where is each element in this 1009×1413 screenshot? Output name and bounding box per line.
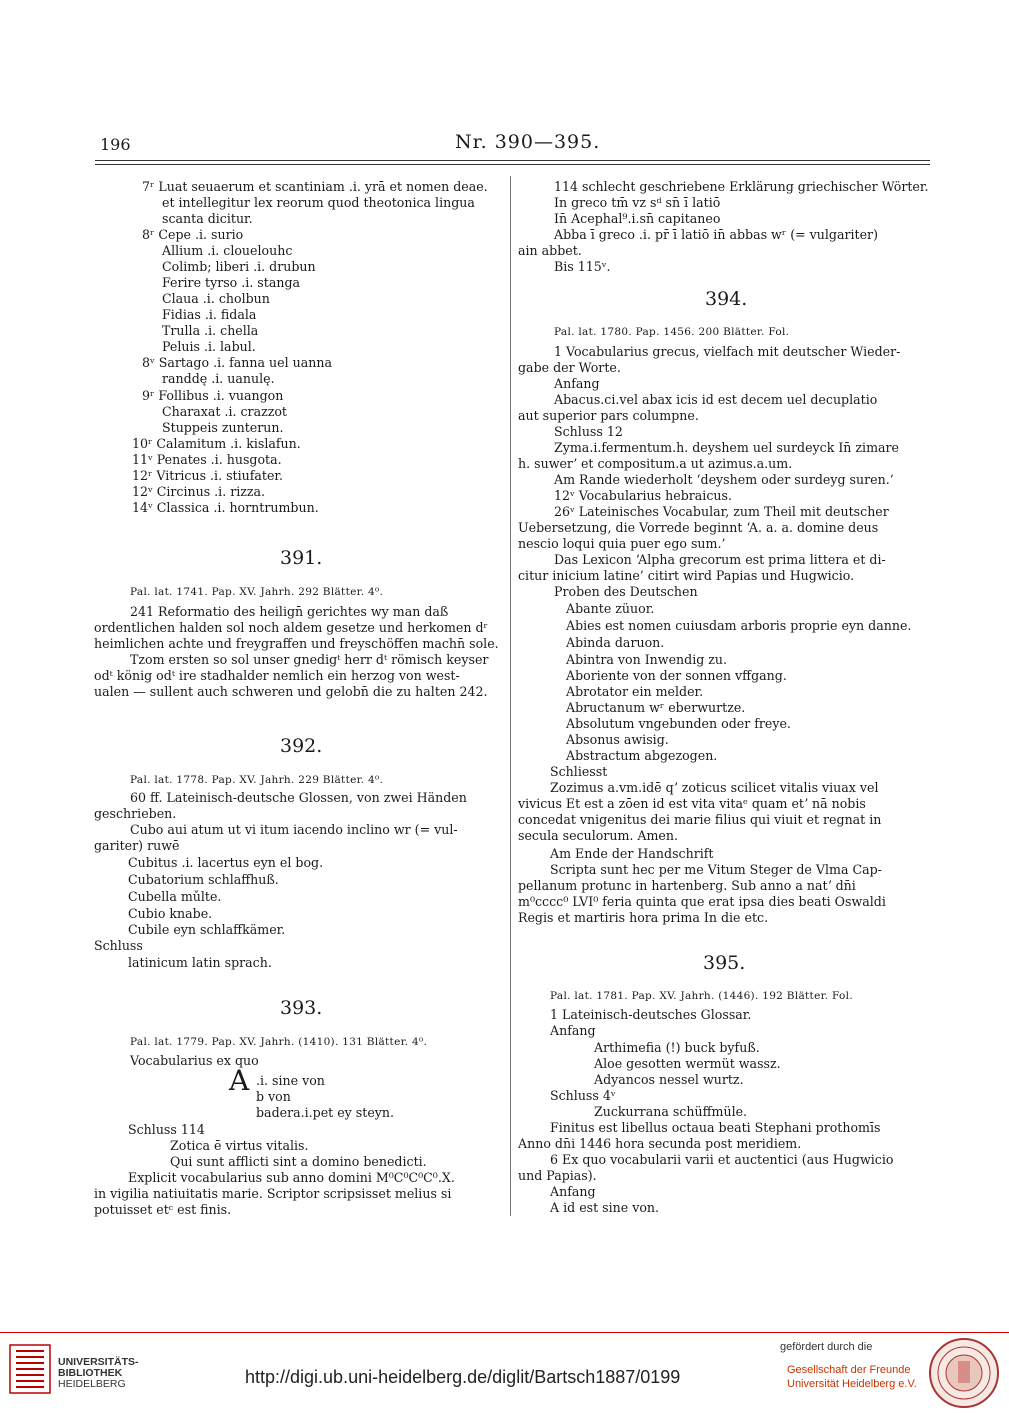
footer-bar <box>0 1332 1009 1412</box>
text-line: gabe der Worte. <box>518 360 621 375</box>
text-line: badera.i.pet ey steyn. <box>256 1105 395 1120</box>
text-line: Finitus est libellus octaua beati Stephani prothomīs <box>550 1120 881 1135</box>
text-line: Cubitus .i. lacertus eyn el bog. <box>128 855 324 870</box>
text-line: Absonus awisig. <box>566 732 669 747</box>
text-line: Am Rande wiederholt ‘deyshem oder surdeyg suren.’ <box>554 472 894 487</box>
page-title: Nr. 390—395. <box>455 131 601 153</box>
text-line: concedat vnigenitus dei marie filius qui viuit et regnat in <box>518 812 882 827</box>
text-line: Tzom ersten so sol unser gnedigᵗ herr dᵗ römisch keyser <box>130 652 489 667</box>
text-line: scanta dicitur. <box>162 211 253 226</box>
text-line: Claua .i. cholbun <box>162 291 270 306</box>
text-line: Am Ende der Handschrift <box>550 846 714 861</box>
text-line: Allium .i. clouelouhc <box>162 243 293 258</box>
text-line: b von <box>256 1089 291 1104</box>
text-line: Regis et martiris hora prima In die etc. <box>518 910 769 925</box>
text-line: Abacus.ci.vel abax icis id est decem uel decuplatio <box>554 392 878 407</box>
text-line: nescio loqui quia puer ego sum.’ <box>518 536 726 551</box>
text-line: Zuckurrana schüffmüle. <box>594 1104 748 1119</box>
text-line: Abante züuor. <box>566 601 655 616</box>
text-line: ordentlichen halden sol noch aldem gesetze und herkomen dʳ <box>94 620 488 635</box>
library-line: UNIVERSITÄTS- <box>58 1356 139 1368</box>
text-line: Anfang <box>550 1023 596 1038</box>
text-line: Scripta sunt hec per me Vitum Steger de Vlma Cap- <box>550 862 882 877</box>
text-line: Cubo aui atum ut vi itum iacendo inclino wr (= vul- <box>130 822 458 837</box>
source-url-link[interactable]: http://digi.ub.uni-heidelberg.de/diglit/Bartsch1887/0199 <box>245 1367 681 1387</box>
text-line: Anfang <box>550 1184 596 1199</box>
text-line: Fidias .i. fidala <box>162 307 257 322</box>
text-line: Aboriente von der sonnen vffgang. <box>566 668 787 683</box>
text-line: 7ʳ Luat seuaerum et scantiniam .i. yrā et nomen deae. <box>142 179 488 194</box>
text-line: Abies est nomen cuiusdam arboris proprie eyn danne. <box>566 618 912 633</box>
text-line: 1 Vocabularius grecus, vielfach mit deutscher Wieder- <box>554 344 901 359</box>
text-line: Proben des Deutschen <box>554 584 698 599</box>
source-line: Pal. lat. 1781. Pap. XV. Jahrh. (1446). 192 Blätter. Fol. <box>550 990 853 1002</box>
text-line: 14ᵛ Classica .i. horntrumbun. <box>132 500 319 515</box>
text-line: Schliesst <box>550 764 608 779</box>
text-line: pellanum protunc in hartenberg. Sub anno a natʼ dn̄i <box>518 878 856 893</box>
text-line: In greco tm̄ vz sᵈ sn̄ ī latiō <box>554 195 721 210</box>
text-line: in vigilia natiuitatis marie. Scriptor scripsisset melius si <box>94 1186 452 1201</box>
sponsor-intro: gefördert durch die <box>780 1341 873 1353</box>
text-line: Explicit vocabularius sub anno domini M⁰C⁰C⁰C⁰.X. <box>128 1170 455 1185</box>
text-line: 60 ff. Lateinisch-deutsche Glossen, von zwei Händen <box>130 790 467 805</box>
university-seal-icon <box>928 1337 1000 1413</box>
text-line: Uebersetzung, die Vorrede beginnt ‘A. a. a. domine deus <box>518 520 879 535</box>
text-line: potuisset etᶜ est finis. <box>94 1202 232 1217</box>
text-line: Peluis .i. labul. <box>162 339 256 354</box>
text-line: aut superior pars columpne. <box>518 408 699 423</box>
text-line: ain abbet. <box>518 243 582 258</box>
column-divider <box>510 176 511 1216</box>
text-line: 12ᵛ Vocabularius hebraicus. <box>554 488 732 503</box>
header-rule <box>95 160 930 161</box>
text-line: .i. sine von <box>256 1073 325 1088</box>
text-line: 114 schlecht geschriebene Erklärung griechischer Wörter. <box>554 179 929 194</box>
text-line: A id est sine von. <box>550 1200 660 1215</box>
text-line: Ferire tyrso .i. stanga <box>162 275 301 290</box>
sponsor-line: Gesellschaft der Freunde <box>787 1364 911 1376</box>
source-line: Pal. lat. 1741. Pap. XV. Jahrh. 292 Blätter. 4⁰. <box>130 586 384 598</box>
text-line: Qui sunt afflicti sint a domino benedicti. <box>170 1154 427 1169</box>
text-line: Schluss 114 <box>128 1122 205 1137</box>
text-line: secula seculorum. Amen. <box>518 828 678 843</box>
section-number: 394. <box>705 288 748 310</box>
text-line: Arthimefia (!) buck byfuß. <box>594 1040 760 1055</box>
text-line: Schluss <box>94 938 143 953</box>
text-line: Zozimus a.vm.idē qʼ zoticus scilicet vitalis viuax vel <box>550 780 879 795</box>
header-rule <box>95 164 930 165</box>
page-number: 196 <box>100 135 131 154</box>
text-line: Cubile eyn schlaffkämer. <box>128 922 286 937</box>
text-line: 241 Reformatio des heilign̄ gerichtes wy man daß <box>130 604 449 619</box>
library-logo-icon <box>8 1343 52 1399</box>
sponsor-line: Universität Heidelberg e.V. <box>787 1378 917 1390</box>
text-line: und Papias). <box>518 1168 597 1183</box>
text-line: citur inicium latine’ citirt wird Papias und Hugwicio. <box>518 568 855 583</box>
text-line: 11ᵛ Penates .i. husgota. <box>132 452 282 467</box>
section-number: 391. <box>280 547 323 569</box>
text-line: 12ʳ Vitricus .i. stiufater. <box>132 468 284 483</box>
library-line: BIBLIOTHEK <box>58 1367 123 1379</box>
text-line: 6 Ex quo vocabularii varii et auctentici (aus Hugwicio <box>550 1152 894 1167</box>
text-line: 1 Lateinisch-deutsches Glossar. <box>550 1007 752 1022</box>
source-line: Pal. lat. 1779. Pap. XV. Jahrh. (1410). 131 Blätter. 4⁰. <box>130 1036 428 1048</box>
text-line: 9ʳ Follibus .i. vuangon <box>142 388 284 403</box>
text-line: Aloe gesotten wermüt wassz. <box>594 1056 781 1071</box>
text-line: Cubatorium schlaffhuß. <box>128 872 279 887</box>
text-line: 26ᵛ Lateinisches Vocabular, zum Theil mit deutscher <box>554 504 889 519</box>
section-number: 392. <box>280 735 323 757</box>
text-line: Abintra von Inwendig zu. <box>566 652 728 667</box>
text-line: Abba ī greco .i. pr̄ ī latiō in̄ abbas wʳ (= vulgariter) <box>554 227 878 242</box>
text-line: m⁰cccc⁰ LVI⁰ feria quinta que erat ipsa dies beati Oswaldi <box>518 894 886 909</box>
text-line: randdę .i. uanulę. <box>162 371 275 386</box>
text-line: 12ᵛ Circinus .i. rizza. <box>132 484 266 499</box>
text-line: gariter) ruwē <box>94 838 180 853</box>
text-line: 8ᵛ Sartago .i. fanna uel uanna <box>142 355 332 370</box>
text-line: vivicus Et est a zōen id est vita vitaᵉ quam etʼ nā nobis <box>518 796 866 811</box>
text-line: geschrieben. <box>94 806 177 821</box>
text-line: odᵗ könig odᵗ ire stadhalder nemlich ein herzog von west- <box>94 668 460 683</box>
text-line: In̄ Acephal⁹.i.sn̄ capitaneo <box>554 211 721 226</box>
text-line: Abructanum wʳ eberwurtze. <box>566 700 746 715</box>
text-line: Trulla .i. chella <box>162 323 259 338</box>
text-line: 8ʳ Cepe .i. surio <box>142 227 244 242</box>
initial-letter: A <box>229 1064 250 1097</box>
text-line: latinicum latin sprach. <box>128 955 272 970</box>
section-number: 393. <box>280 997 323 1019</box>
text-line: Vocabularius ex quo <box>130 1053 259 1068</box>
text-line: Schluss 12 <box>554 424 623 439</box>
text-line: Bis 115ᵛ. <box>554 259 611 274</box>
text-line: 10ʳ Calamitum .i. kislafun. <box>132 436 301 451</box>
text-line: Cubella mǔlte. <box>128 889 222 904</box>
text-line: Schluss 4ᵛ <box>550 1088 616 1103</box>
source-line: Pal. lat. 1780. Pap. 1456. 200 Blätter. Fol. <box>554 326 790 338</box>
library-line: HEIDELBERG <box>58 1378 126 1390</box>
text-line: heimlichen achte und freygraffen und freyschöffen machn̄ sole. <box>94 636 499 651</box>
text-line: Abinda daruon. <box>566 635 665 650</box>
text-line: Colimb; liberi .i. drubun <box>162 259 316 274</box>
text-line: Absolutum vngebunden oder freye. <box>566 716 791 731</box>
text-line: Das Lexicon ‘Alpha grecorum est prima littera et di- <box>554 552 886 567</box>
text-line: Anfang <box>554 376 600 391</box>
text-line: Abrotator ein melder. <box>566 684 704 699</box>
library-name <box>58 1357 139 1390</box>
text-line: Zyma.i.fermentum.h. deyshem uel surdeyck In̄ zimare <box>554 440 900 455</box>
text-line: ualen — sullent auch schweren und gelobn̄ die zu halten 242. <box>94 684 488 699</box>
text-line: Cubio knabe. <box>128 906 213 921</box>
text-line: et intellegitur lex reorum quod theotonica lingua <box>162 195 475 210</box>
text-line: Abstractum abgezogen. <box>566 748 718 763</box>
text-line: Anno dn̄i 1446 hora secunda post meridiem. <box>518 1136 802 1151</box>
text-line: Stuppeis zunterun. <box>162 420 284 435</box>
sponsor-name <box>787 1363 917 1391</box>
text-line: h. suwerʼ et compositum.a ut azimus.a.um. <box>518 456 793 471</box>
text-line: Zotica ē virtus vitalis. <box>170 1138 309 1153</box>
text-line: Charaxat .i. crazzot <box>162 404 287 419</box>
section-number: 395. <box>703 952 746 974</box>
text-line: Adyancos nessel wurtz. <box>594 1072 744 1087</box>
source-line: Pal. lat. 1778. Pap. XV. Jahrh. 229 Blätter. 4⁰. <box>130 774 384 786</box>
